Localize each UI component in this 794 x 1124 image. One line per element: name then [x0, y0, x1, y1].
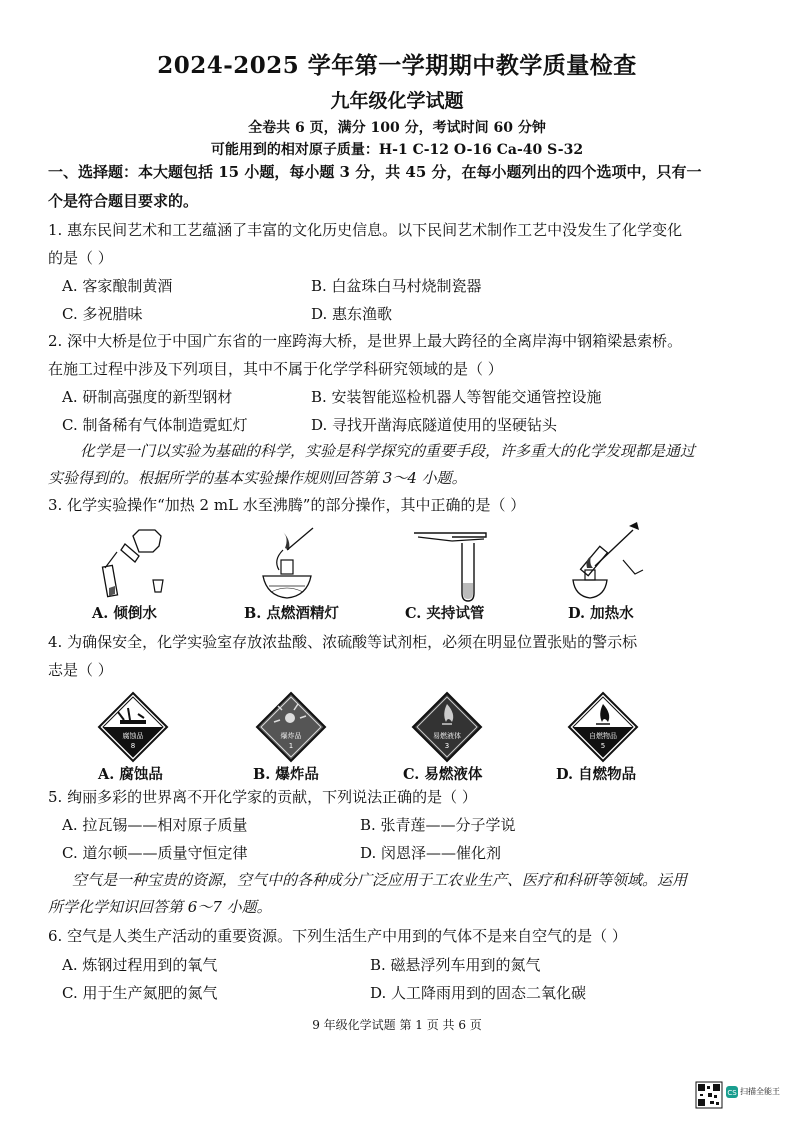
q2-option-d: D. 寻找开凿海底隧道使用的坚硬钻头 [311, 416, 558, 434]
q1-option-b: B. 白盆珠白马村烧制瓷器 [311, 277, 482, 295]
explosive-sign [256, 692, 326, 762]
corrosive-sign [98, 692, 168, 762]
pour-water-figure [95, 522, 175, 602]
page-footer: 9 年级化学试题 第 1 页 共 6 页 [312, 1018, 482, 1032]
q2-stem: 2. 深中大桥是位于中国广东省的一座跨海大桥，是世界上最大跨径的全离岸海中钢箱梁悬索桥。 [48, 332, 683, 350]
q3-option-b: B. 点燃酒精灯 [244, 605, 339, 622]
q4-stem: 4. 为确保安全，化学实验室存放浓盐酸、浓硫酸等试剂柜，必须在明显位置张贴的警示标 [48, 633, 638, 651]
q5-option-b: B. 张青莲——分子学说 [360, 816, 516, 834]
experiment-intro: 化学是一门以实验为基础的科学，实验是科学探究的重要手段，许多重大的化学发现都是通过 [80, 442, 696, 460]
q2-stem-cont: 在施工过程中涉及下列项目，其中不属于化学学科研究领域的是（ ） [48, 360, 503, 378]
q3-option-c: C. 夹持试管 [405, 605, 485, 622]
heat-water-figure [565, 520, 655, 605]
explosive-sign-num: 1 [288, 742, 294, 750]
q1-stem-cont: 的是（ ） [48, 249, 113, 267]
experiment-intro-cont: 实验得到的。根据所学的基本实验操作规则回答第 3～4 小题。 [48, 469, 467, 487]
air-intro-cont: 所学化学知识回答第 6～7 小题。 [48, 898, 272, 916]
exam-info: 全卷共 6 页，满分 100 分，考试时间 60 分钟 [248, 120, 546, 136]
exam-subtitle: 九年级化学试题 [330, 90, 464, 112]
q6-stem: 6. 空气是人类生产活动的重要资源。下列生活生产中用到的气体不是来自空气的是（ ） [48, 927, 627, 945]
q5-option-c: C. 道尔顿——质量守恒定律 [62, 844, 248, 862]
q6-option-a: A. 炼钢过程用到的氧气 [62, 956, 218, 974]
q1-option-c: C. 多祝腊味 [62, 305, 143, 323]
q3-option-a: A. 倾倒水 [92, 605, 157, 622]
q4-option-c: C. 易燃液体 [403, 766, 483, 783]
q4-option-d: D. 自燃物品 [556, 766, 637, 783]
q6-option-b: B. 磁悬浮列车用到的氮气 [370, 956, 541, 974]
q4-option-a: A. 腐蚀品 [98, 766, 163, 783]
spontaneous-sign-num: 5 [600, 742, 606, 750]
scanner-badge-text: 扫描全能王 [740, 1087, 780, 1096]
q6-option-c: C. 用于生产氮肥的氮气 [62, 984, 218, 1002]
q1-option-a: A. 客家酿制黄酒 [62, 277, 173, 295]
test-tube-clamp-figure [412, 525, 492, 605]
q5-stem: 5. 绚丽多彩的世界离不开化学家的贡献，下列说法正确的是（ ） [48, 788, 477, 806]
q3-stem: 3. 化学实验操作“加热 2 mL 水至沸腾”的部分操作，其中正确的是（ ） [48, 496, 526, 514]
svg-text:CS: CS [727, 1089, 737, 1097]
spontaneous-combustion-sign [568, 692, 638, 762]
q2-option-a: A. 研制高强度的新型钢材 [62, 388, 233, 406]
q4-stem-cont: 志是（ ） [48, 661, 113, 679]
q2-option-b: B. 安装智能巡检机器人等智能交通管控设施 [311, 388, 602, 406]
section1-heading: 一、选择题：本大题包括 15 小题，每小题 3 分，共 45 分，在每小题列出的四个选项中，只有一 [48, 163, 702, 181]
flammable-sign-num: 3 [444, 742, 450, 750]
scanner-logo-icon [726, 1086, 738, 1098]
corrosive-sign-label: 腐蚀品 [122, 732, 144, 740]
q4-option-b: B. 爆炸品 [253, 766, 319, 783]
flammable-sign-label: 易燃液体 [433, 732, 461, 740]
corrosive-sign-num: 8 [130, 742, 136, 750]
alcohol-lamp-light-figure [243, 520, 333, 605]
q5-option-d: D. 闵恩泽——催化剂 [360, 844, 502, 862]
q1-stem: 1. 惠东民间艺术和工艺蕴涵了丰富的文化历史信息。以下民间艺术制作工艺中没发生了化学变化 [48, 221, 683, 239]
q2-option-c: C. 制备稀有气体制造霓虹灯 [62, 416, 248, 434]
exam-title: 2024-2025 学年第一学期期中教学质量检查 [157, 52, 637, 79]
q5-option-a: A. 拉瓦锡——相对原子质量 [62, 816, 248, 834]
section1-heading-cont: 个是符合题目要求的。 [48, 192, 199, 210]
q3-option-d: D. 加热水 [568, 605, 634, 622]
spontaneous-sign-label: 自燃物品 [589, 732, 617, 740]
flammable-liquid-sign [412, 692, 482, 762]
q6-option-d: D. 人工降雨用到的固态二氧化碳 [370, 984, 587, 1002]
q1-option-d: D. 惠东渔歌 [311, 305, 393, 323]
qr-code-icon [696, 1082, 722, 1108]
explosive-sign-label: 爆炸品 [280, 732, 302, 740]
atomic-mass-info: 可能用到的相对原子质量：H-1 C-12 O-16 Ca-40 S-32 [210, 142, 584, 158]
air-intro: 空气是一种宝贵的资源，空气中的各种成分广泛应用于工农业生产、医疗和科研等领域。运用 [72, 871, 688, 889]
